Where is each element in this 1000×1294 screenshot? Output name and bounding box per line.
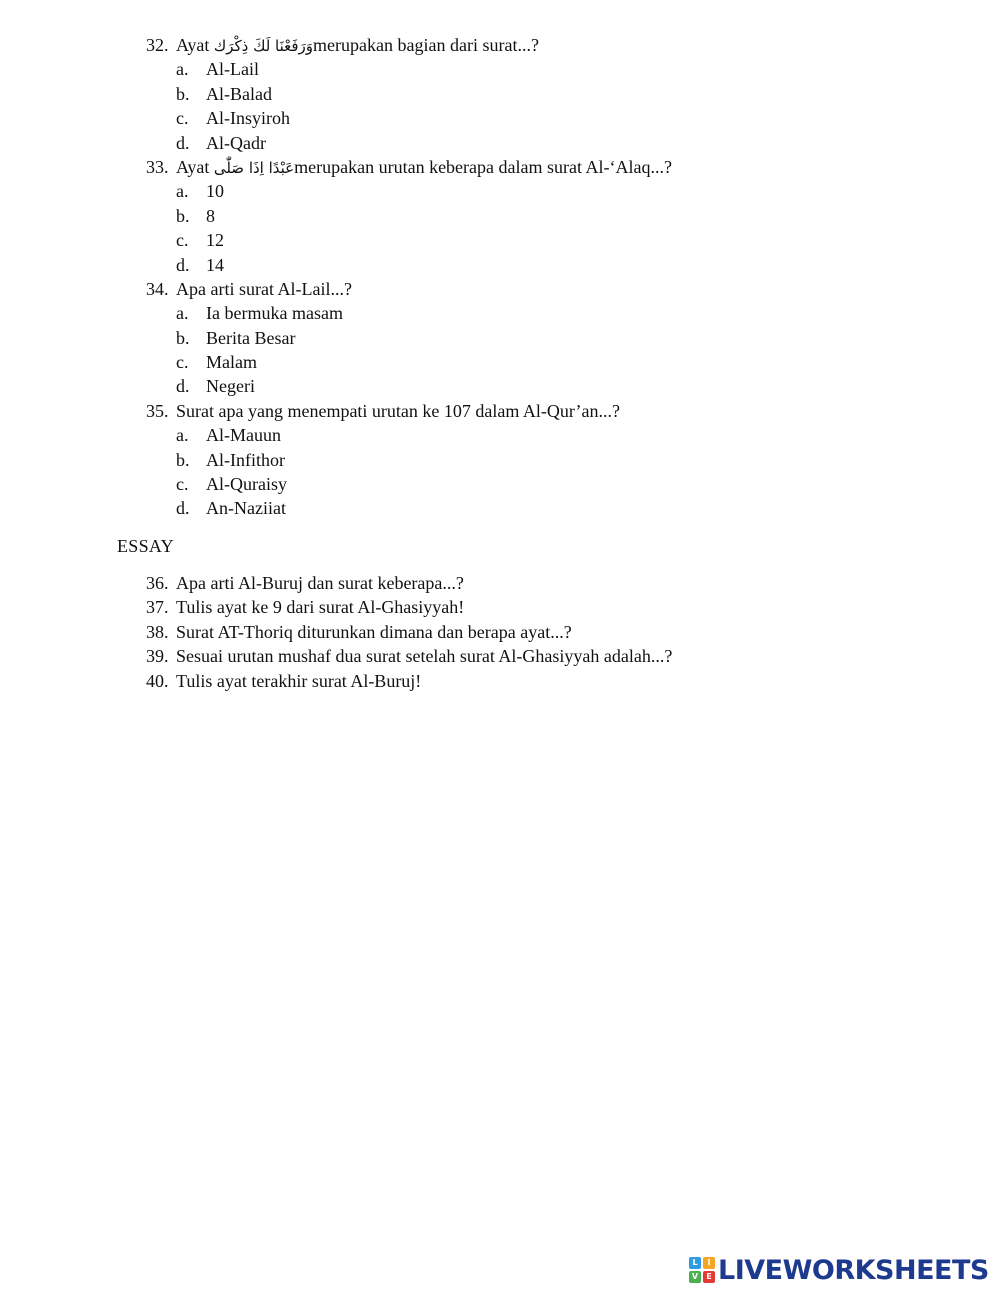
question-33	[146, 155, 946, 179]
essay-question-37	[146, 595, 946, 619]
option-text: Malam	[206, 352, 257, 373]
option-letter: d.	[176, 132, 190, 153]
question-text: Tulis ayat terakhir surat Al-Buruj!	[176, 670, 422, 691]
option-letter: b.	[176, 205, 190, 226]
answer-option[interactable]	[146, 106, 946, 130]
answer-option[interactable]	[146, 301, 946, 325]
answer-option[interactable]	[146, 228, 946, 252]
question-number: 36.	[146, 573, 169, 593]
logo-tile: I	[703, 1257, 715, 1269]
option-letter: a.	[176, 425, 189, 446]
answer-option[interactable]	[146, 448, 946, 472]
essay-heading: ESSAY	[117, 536, 174, 556]
option-letter: d.	[176, 498, 190, 519]
question-text: Surat apa yang menempati urutan ke 107 dalam Al-Qur’an...?	[176, 400, 621, 421]
option-text: Berita Besar	[206, 327, 296, 348]
question-text-suffix: merupakan bagian dari surat...?	[313, 35, 539, 55]
question-35	[146, 399, 946, 423]
answer-option[interactable]	[146, 326, 946, 350]
option-text: Al-Quraisy	[206, 474, 287, 495]
question-text: Apa arti Al-Buruj dan surat keberapa...?	[176, 573, 464, 593]
answer-option[interactable]	[146, 374, 946, 398]
question-text: Ayat	[176, 156, 210, 177]
question-text: Ayat	[176, 35, 210, 55]
arabic-verse: عَبْدًا اِذَا صَلّٰى	[213, 158, 295, 177]
option-letter: a.	[176, 303, 189, 324]
answer-option[interactable]	[146, 57, 946, 81]
answer-option[interactable]	[146, 82, 946, 106]
answer-option[interactable]	[146, 253, 946, 277]
logo-tile: E	[703, 1271, 715, 1283]
answer-option[interactable]	[146, 472, 946, 496]
option-text: Al-Mauun	[206, 425, 281, 446]
option-letter: b.	[176, 449, 190, 470]
question-34	[146, 277, 946, 301]
essay-section	[146, 571, 946, 693]
option-text: Al-Infithor	[206, 449, 285, 470]
option-text: 8	[206, 205, 215, 226]
option-text: Negeri	[206, 376, 255, 397]
option-text: Al-Lail	[206, 59, 259, 80]
option-text: Al-Balad	[206, 83, 272, 104]
arabic-verse: وَرَفَعْنَا لَكَ ذِكْرَك	[213, 37, 314, 55]
question-number: 35.	[146, 400, 169, 421]
option-letter: a.	[176, 181, 189, 202]
question-text: Apa arti surat Al-Lail...?	[176, 278, 352, 299]
liveworksheets-logo	[689, 1254, 989, 1286]
question-text: Surat AT-Thoriq diturunkan dimana dan berapa ayat...?	[176, 621, 572, 642]
multiple-choice-section	[146, 33, 946, 521]
logo-mark-icon	[689, 1257, 715, 1283]
answer-option[interactable]	[146, 350, 946, 374]
option-letter: c.	[176, 352, 189, 373]
option-letter: d.	[176, 376, 190, 397]
option-letter: c.	[176, 108, 189, 129]
option-text: An-Naziiat	[206, 498, 286, 519]
question-number: 39.	[146, 646, 169, 667]
option-text: 14	[206, 254, 224, 275]
option-letter: b.	[176, 83, 190, 104]
question-text-suffix: merupakan urutan keberapa dalam surat Al-‘Alaq...?	[294, 156, 672, 177]
question-number: 33.	[146, 156, 169, 177]
option-letter: c.	[176, 474, 189, 495]
answer-option[interactable]	[146, 496, 946, 520]
essay-question-40	[146, 669, 946, 693]
option-letter: a.	[176, 59, 189, 80]
essay-question-36	[146, 571, 946, 595]
option-text: 10	[206, 181, 224, 202]
option-text: Al-Qadr	[206, 132, 266, 153]
question-number: 37.	[146, 597, 169, 618]
question-number: 40.	[146, 670, 169, 691]
answer-option[interactable]	[146, 204, 946, 228]
option-letter: c.	[176, 230, 189, 251]
answer-option[interactable]	[146, 131, 946, 155]
option-letter: b.	[176, 327, 190, 348]
option-text: Ia bermuka masam	[206, 303, 343, 324]
essay-question-39	[146, 644, 946, 668]
question-number: 38.	[146, 621, 169, 642]
option-letter: d.	[176, 254, 190, 275]
answer-option[interactable]	[146, 423, 946, 447]
essay-question-38	[146, 620, 946, 644]
logo-text: LIVEWORKSHEETS	[718, 1254, 989, 1286]
question-number: 32.	[146, 35, 169, 55]
question-text: Tulis ayat ke 9 dari surat Al-Ghasiyyah!	[176, 597, 465, 618]
question-number: 34.	[146, 278, 169, 299]
logo-tile: V	[689, 1271, 701, 1283]
question-32	[146, 33, 946, 57]
answer-option[interactable]	[146, 179, 946, 203]
option-text: Al-Insyiroh	[206, 108, 290, 129]
logo-tile: L	[689, 1257, 701, 1269]
question-text: Sesuai urutan mushaf dua surat setelah surat Al-Ghasiyyah adalah...?	[176, 646, 673, 667]
option-text: 12	[206, 230, 224, 251]
